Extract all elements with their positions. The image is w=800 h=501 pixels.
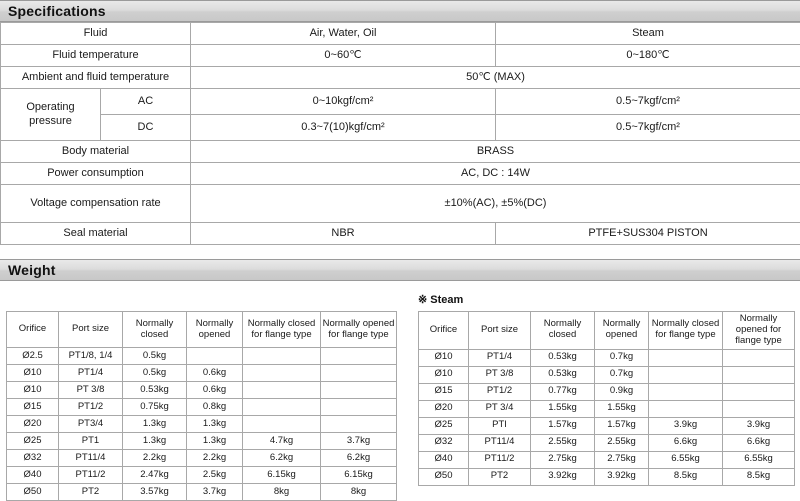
cell-normally-closed: 0.53kg [531,366,595,383]
cell-normally-closed: 0.53kg [531,349,595,366]
table-header-row [419,312,795,350]
cell-normally-closed: 0.5kg [123,365,187,382]
cell-orifice: Ø40 [419,451,469,468]
cell-orifice: Ø50 [7,484,59,501]
cell-port-size: PT1/4 [59,365,123,382]
spec-label-body-material: Body material [1,141,191,163]
cell-normally-opened: 1.57kg [595,417,649,434]
cell-port-size: PT2 [469,468,531,485]
cell-normally-closed: 2.47kg [123,467,187,484]
cell-normally-closed-flange [649,400,723,417]
cell-normally-opened: 2.55kg [595,434,649,451]
cell-normally-closed-flange [649,349,723,366]
table-row [419,400,795,417]
spec-value-ambient-and-fluid-temperature: 50℃ (MAX) [191,67,800,89]
cell-normally-opened-flange [321,399,397,416]
cell-normally-closed-flange [243,348,321,365]
cell-orifice: Ø10 [7,365,59,382]
table-row [1,185,800,223]
cell-port-size: PT1/2 [59,399,123,416]
cell-port-size: PT 3/8 [59,382,123,399]
cell-normally-opened-flange: 3.9kg [723,417,795,434]
cell-normally-opened-flange [723,383,795,400]
cell-orifice: Ø20 [419,400,469,417]
spec-sublabel-dc: DC [101,115,191,141]
cell-orifice: Ø40 [7,467,59,484]
table-row [1,115,800,141]
spec-value-operating-pressure-dc-a: 0.3~7(10)kgf/cm² [191,115,496,141]
spec-value-power-consumption: AC, DC : 14W [191,163,800,185]
cell-normally-opened [187,348,243,365]
cell-normally-opened: 0.8kg [187,399,243,416]
weight-table-steam [418,293,794,486]
cell-normally-opened: 2.2kg [187,450,243,467]
cell-normally-closed-flange [243,382,321,399]
cell-orifice: Ø32 [7,450,59,467]
table-row [419,468,795,485]
table-row [7,450,397,467]
cell-port-size: PT1/4 [469,349,531,366]
cell-normally-opened-flange: 3.7kg [321,433,397,450]
col-normally-closed: Normally closed [531,312,595,350]
cell-normally-opened-flange: 8.5kg [723,468,795,485]
spec-value-operating-pressure-ac-a: 0~10kgf/cm² [191,89,496,115]
cell-normally-closed: 1.3kg [123,433,187,450]
specifications-table [0,22,800,245]
cell-normally-closed: 2.55kg [531,434,595,451]
cell-normally-closed-flange: 8.5kg [649,468,723,485]
weight-standard-table [6,311,397,501]
cell-normally-closed: 2.2kg [123,450,187,467]
spec-value-seal-material-b: PTFE+SUS304 PISTON [496,223,800,245]
cell-normally-opened: 1.3kg [187,416,243,433]
col-normally-opened: Normally opened [187,312,243,348]
cell-normally-closed: 0.75kg [123,399,187,416]
cell-orifice: Ø32 [419,434,469,451]
col-orifice: Orifice [419,312,469,350]
spec-value-seal-material-a: NBR [191,223,496,245]
cell-normally-closed-flange [243,399,321,416]
cell-orifice: Ø50 [419,468,469,485]
cell-normally-closed: 0.77kg [531,383,595,400]
table-row [7,416,397,433]
weight-table-standard [6,293,396,501]
cell-normally-opened-flange [723,400,795,417]
spec-sublabel-ac: AC [101,89,191,115]
cell-normally-closed-flange: 6.55kg [649,451,723,468]
weight-standard-caption [6,293,396,307]
cell-normally-opened: 2.75kg [595,451,649,468]
cell-port-size: PT3/4 [59,416,123,433]
cell-normally-closed-flange: 6.2kg [243,450,321,467]
weight-title: Weight [8,262,56,278]
cell-normally-opened-flange: 6.6kg [723,434,795,451]
table-row [1,141,800,163]
cell-orifice: Ø15 [419,383,469,400]
col-normally-closed-flange: Normally closed for flange type [243,312,321,348]
table-row [7,484,397,501]
spec-label-seal-material: Seal material [1,223,191,245]
cell-normally-closed-flange: 8kg [243,484,321,501]
col-normally-opened-flange: Normally opened for flange type [321,312,397,348]
cell-orifice: Ø25 [419,417,469,434]
specifications-title: Specifications [8,3,106,19]
cell-port-size: PT1 [59,433,123,450]
cell-normally-closed: 2.75kg [531,451,595,468]
cell-port-size: PT11/4 [469,434,531,451]
weight-section-header [0,259,800,281]
cell-normally-opened-flange [723,366,795,383]
cell-normally-closed: 3.57kg [123,484,187,501]
cell-normally-closed: 1.55kg [531,400,595,417]
weight-tables-area [0,281,800,491]
cell-normally-closed-flange [243,365,321,382]
cell-normally-closed-flange [649,383,723,400]
cell-normally-opened: 1.3kg [187,433,243,450]
table-row [7,433,397,450]
cell-orifice: Ø10 [7,382,59,399]
cell-normally-opened: 0.6kg [187,382,243,399]
spec-value-fluid-a: Air, Water, Oil [191,23,496,45]
spec-label-voltage-compensation-rate: Voltage compensation rate [1,185,191,223]
col-port-size: Port size [469,312,531,350]
cell-normally-opened: 0.6kg [187,365,243,382]
weight-steam-caption: ※ Steam [418,293,794,307]
weight-steam-table [418,311,795,486]
table-header-row [7,312,397,348]
cell-port-size: PT11/2 [59,467,123,484]
cell-port-size: PT 3/8 [469,366,531,383]
cell-normally-opened-flange: 8kg [321,484,397,501]
table-row [419,349,795,366]
spec-label-fluid-temperature: Fluid temperature [1,45,191,67]
table-row [419,383,795,400]
cell-normally-opened-flange: 6.15kg [321,467,397,484]
table-row [419,417,795,434]
cell-normally-opened-flange [321,365,397,382]
col-port-size: Port size [59,312,123,348]
cell-orifice: Ø20 [7,416,59,433]
spec-value-body-material: BRASS [191,141,800,163]
spec-value-voltage-compensation-rate: ±10%(AC), ±5%(DC) [191,185,800,223]
table-row [1,89,800,115]
cell-normally-closed-flange [243,416,321,433]
col-normally-opened: Normally opened [595,312,649,350]
spec-value-operating-pressure-ac-b: 0.5~7kgf/cm² [496,89,800,115]
cell-port-size: PT11/4 [59,450,123,467]
cell-normally-opened-flange [723,349,795,366]
cell-normally-closed-flange: 3.9kg [649,417,723,434]
spec-value-fluid-b: Steam [496,23,800,45]
cell-normally-opened-flange [321,348,397,365]
cell-normally-opened-flange [321,416,397,433]
cell-normally-opened: 2.5kg [187,467,243,484]
table-row [1,223,800,245]
table-row [419,366,795,383]
cell-port-size: PT11/2 [469,451,531,468]
cell-port-size: PT1/2 [469,383,531,400]
cell-orifice: Ø15 [7,399,59,416]
table-row [1,67,800,89]
cell-normally-opened: 1.55kg [595,400,649,417]
cell-normally-opened-flange: 6.2kg [321,450,397,467]
cell-normally-opened: 0.9kg [595,383,649,400]
spec-value-operating-pressure-dc-b: 0.5~7kgf/cm² [496,115,800,141]
table-row [1,45,800,67]
cell-normally-opened-flange [321,382,397,399]
table-row [1,163,800,185]
cell-port-size: PT2 [59,484,123,501]
col-orifice: Orifice [7,312,59,348]
spec-label-operating-pressure: Operating pressure [1,89,101,141]
cell-normally-opened: 0.7kg [595,349,649,366]
cell-normally-opened: 0.7kg [595,366,649,383]
spec-value-fluid-temperature-a: 0~60℃ [191,45,496,67]
cell-port-size: PTI [469,417,531,434]
spec-label-ambient-and-fluid-temperature: Ambient and fluid temperature [1,67,191,89]
spec-value-fluid-temperature-b: 0~180℃ [496,45,800,67]
cell-normally-closed-flange [649,366,723,383]
cell-port-size: PT 3/4 [469,400,531,417]
table-row [1,23,800,45]
col-normally-opened-flange: Normally opened for flange type [723,312,795,350]
cell-normally-closed: 1.57kg [531,417,595,434]
cell-normally-opened: 3.92kg [595,468,649,485]
cell-normally-closed: 0.53kg [123,382,187,399]
cell-normally-closed-flange: 6.15kg [243,467,321,484]
table-row [7,382,397,399]
cell-orifice: Ø10 [419,366,469,383]
table-row [7,467,397,484]
table-row [7,348,397,365]
table-row [419,451,795,468]
col-normally-closed-flange: Normally closed for flange type [649,312,723,350]
col-normally-closed: Normally closed [123,312,187,348]
cell-normally-opened-flange: 6.55kg [723,451,795,468]
cell-orifice: Ø2.5 [7,348,59,365]
specifications-section-header [0,0,800,22]
cell-normally-opened: 3.7kg [187,484,243,501]
spec-label-power-consumption: Power consumption [1,163,191,185]
table-row [7,365,397,382]
cell-orifice: Ø10 [419,349,469,366]
cell-orifice: Ø25 [7,433,59,450]
cell-normally-closed: 1.3kg [123,416,187,433]
cell-normally-closed: 3.92kg [531,468,595,485]
cell-port-size: PT1/8, 1/4 [59,348,123,365]
cell-normally-closed-flange: 6.6kg [649,434,723,451]
table-row [7,399,397,416]
cell-normally-closed-flange: 4.7kg [243,433,321,450]
table-row [419,434,795,451]
cell-normally-closed: 0.5kg [123,348,187,365]
spec-label-fluid: Fluid [1,23,191,45]
